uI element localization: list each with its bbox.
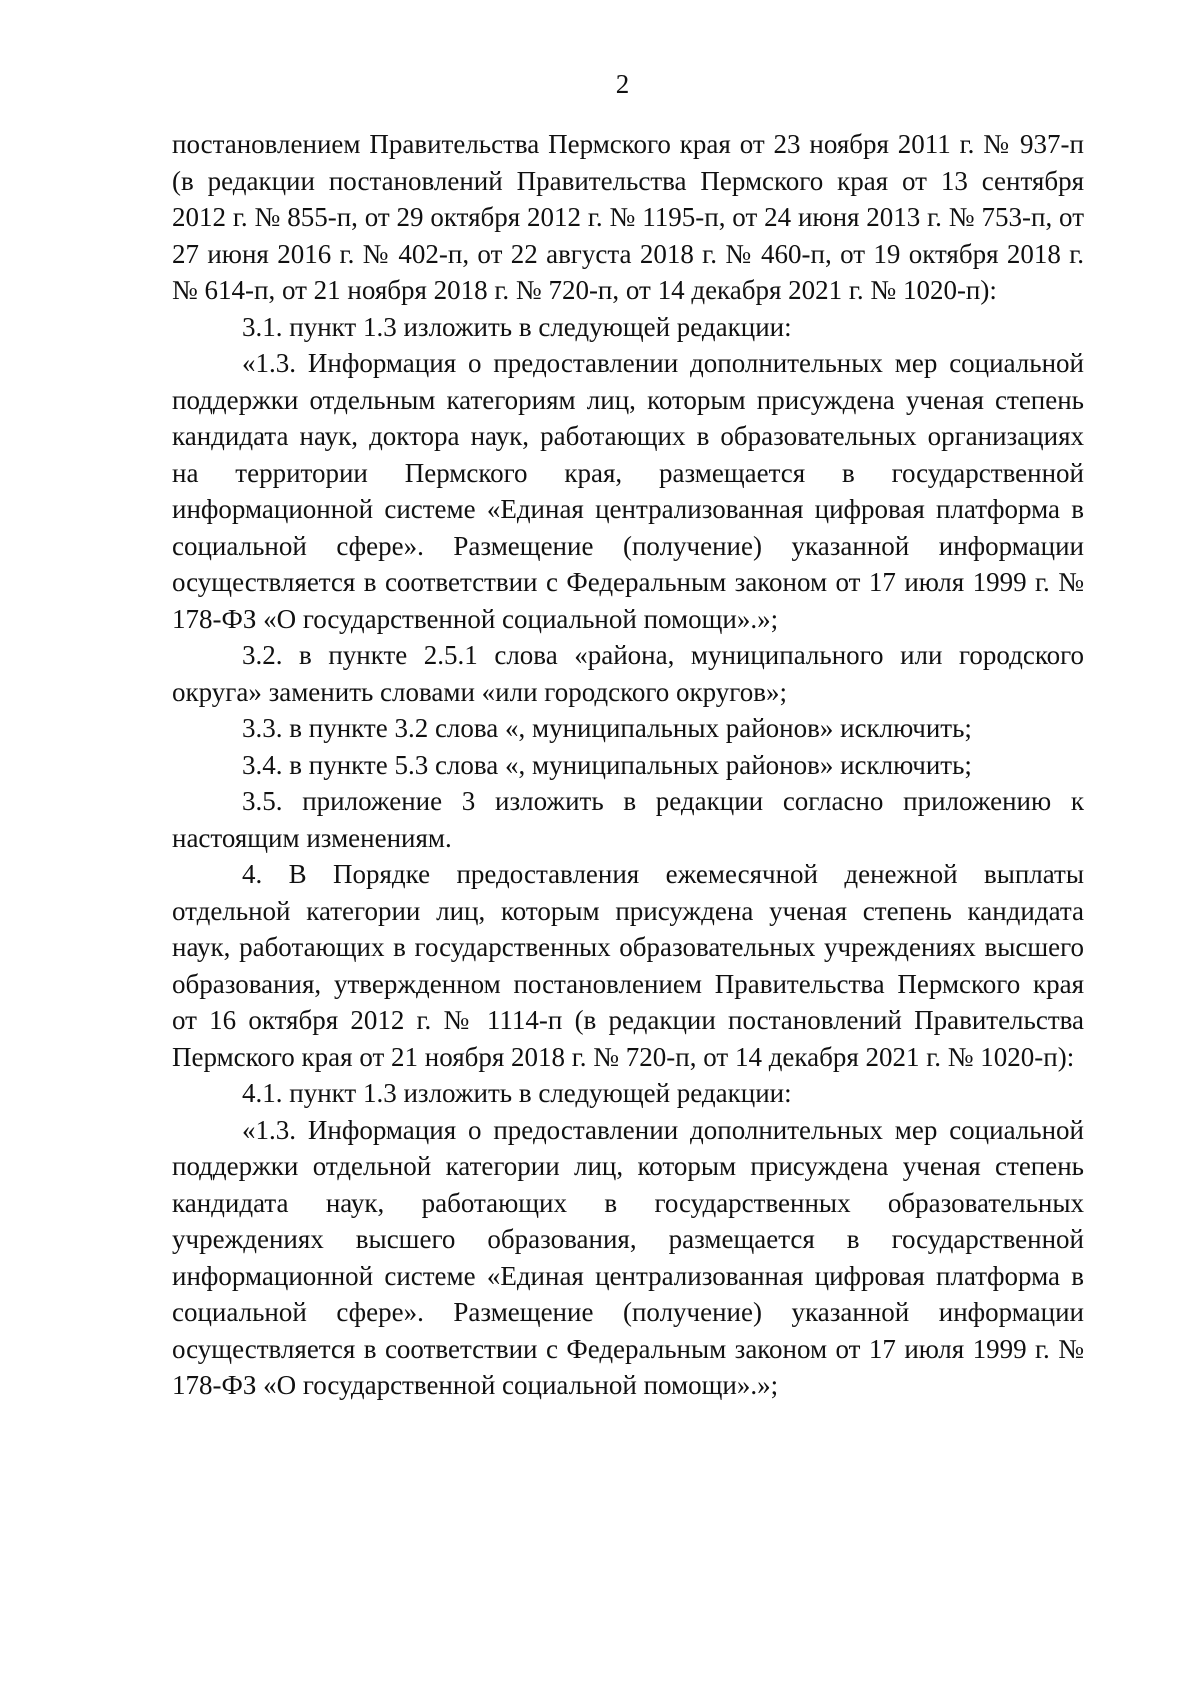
paragraph-3-3: 3.3. в пункте 3.2 слова «, муниципальных районов» исключить; [242,713,972,743]
paragraph-3-1-quote: «1.3. Информация о предоставлении дополнительных мер социальной поддержки отдельным категориям лиц, которым присуждена ученая степень кандидата наук, доктора наук, работающих в образовательных организациях на территории Пермского края, размещается в государственной информационной системе «Единая централизованная цифровая платформа в социальной сфере». Размещение (получение) указанной информации осуществляется в соответствии с Федеральным законом от 17 июля 1999 г. № 178-ФЗ «О государственной социальной помощи».»; [172,348,1084,634]
paragraph-4: 4. В Порядке предоставления ежемесячной денежной выплаты отдельной категории лиц, которым присуждена ученая степень кандидата наук, работающих в государственных образовательных учреждениях высшего образования, утвержденном постановлением Правительства Пермского края от 16 октября 2012 г. № 1114-п (в редакции постановлений Правительства Пермского края от 21 ноября 2018 г. № 720-п, от 14 декабря 2021 г. № 1020-п): [172,859,1084,1072]
paragraph-intro: постановлением Правительства Пермского края от 23 ноября 2011 г. № 937-п (в редакции постановлений Правительства Пермского края от 13 сентября 2012 г. № 855-п, от 29 октября 2012 г. № 1195-п, от 24 июня 2013 г. № 753-п, от 27 июня 2016 г. № 402-п, от 22 августа 2018 г. № 460-п, от 19 октября 2018 г. № 614-п, от 21 ноября 2018 г. № 720-п, от 14 декабря 2021 г. № 1020-п): [172,129,1084,305]
paragraph-4-1: 4.1. пункт 1.3 изложить в следующей редакции: [242,1078,792,1108]
paragraph-4-1-quote: «1.3. Информация о предоставлении дополнительных мер социальной поддержки отдельной категории лиц, которым присуждена ученая степень кандидата наук, работающих в государственных образовательных учреждениях высшего образования, размещается в государственной информационной системе «Единая централизованная цифровая платформа в социальной сфере». Размещение (получение) указанной информации осуществляется в соответствии с Федеральным законом от 17 июля 1999 г. № 178-ФЗ «О государственной социальной помощи».»; [172,1114,1084,1400]
paragraph-3-5: 3.5. приложение 3 изложить в редакции согласно приложению к настоящим изменениям. [172,786,1084,853]
document-body [172,126,1084,1404]
paragraph-3-2: 3.2. в пункте 2.5.1 слова «района, муниципального или городского округа» заменить словами «или городского округов»; [172,640,1084,707]
page-number: 2 [615,69,630,99]
paragraph-3-4: 3.4. в пункте 5.3 слова «, муниципальных районов» исключить; [242,749,972,780]
paragraph-3-1: 3.1. пункт 1.3 изложить в следующей редакции: [242,311,792,342]
